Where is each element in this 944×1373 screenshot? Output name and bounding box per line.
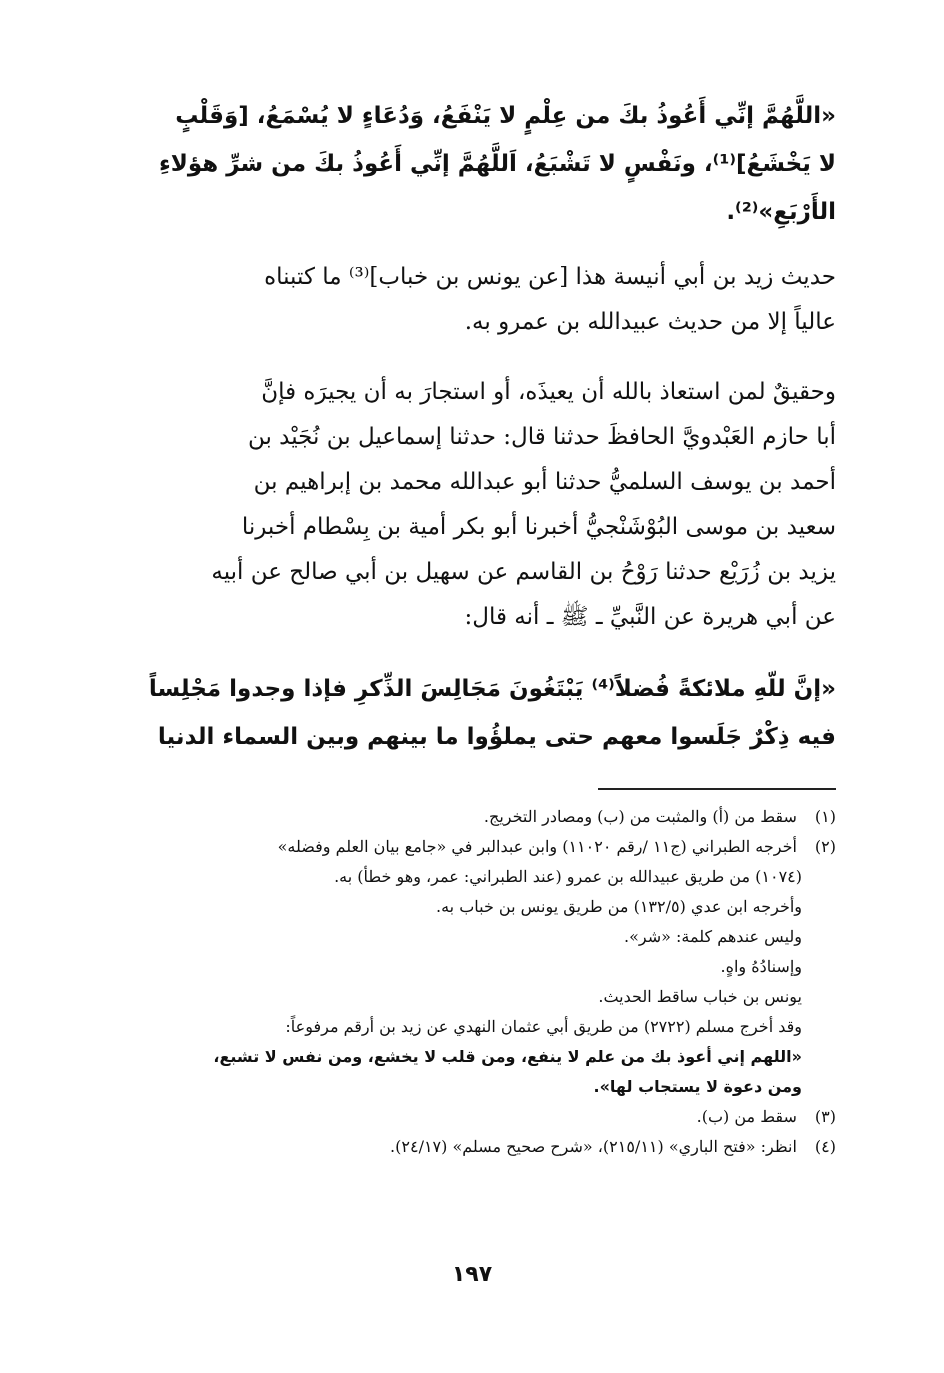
footnote-line: وأخرجه ابن عدي (١٣٢/٥) من طريق يونس بن خباب به. [435,897,802,916]
footnote-number: (٤) [814,1137,836,1156]
footnote-number: (١) [814,807,836,826]
footnote-number: (٢) [814,837,836,856]
footnote-3 [130,1102,836,1132]
footnote-line: يونس بن خباب ساقط الحديث. [598,987,802,1006]
paragraph-line: أحمد بن يوسف السلميُّ حدثنا أبو عبدالله محمد بن إبراهيم بن [253,469,836,495]
footnote-4 [130,1132,836,1162]
paragraph-line: وحقيقٌ لمن استعاذ بالله أن يعيذَه، أو استجارَ به أن يجيرَه فإنَّ [261,379,836,405]
paragraph-line: عن أبي هريرة عن النَّبيِّ ـ ﷺ ـ أنه قال: [464,604,836,630]
paragraph-line: حديث زيد بن أبي أنيسة هذا [عن يونس بن خباب]⁽³⁾ ما كتبناه [264,264,836,290]
paragraph-line: عالياً إلا من حديث عبيدالله بن عمرو به. [464,309,836,335]
footnote-2 [130,832,836,862]
hadith-line: الأَرْبَعِ»⁽²⁾. [726,199,836,225]
footnote-text: أخرجه الطبراني (ج١١ /رقم ١١٠٢٠) وابن عبدالبر في «جامع بيان العلم وفضله» [277,837,797,856]
footnote-line: (١٠٧٤) من طريق عبيدالله بن عمرو (عند الطبراني: عمر، وهو خطأ) به. [334,867,802,886]
footnote-number: (٣) [814,1107,836,1126]
footnote-line: وقد أخرج مسلم (٢٧٢٢) من طريق أبي عثمان النهدي عن زيد بن أرقم مرفوعاً: [285,1017,802,1036]
footnote-text: سقط من (ب). [696,1107,797,1126]
footnote-text: سقط من (أ) والمثبت من (ب) ومصادر التخريج. [483,807,797,826]
footnote-divider [598,788,836,790]
footnotes [130,802,836,1162]
hadith-quote-1 [138,92,836,236]
hadith-line: فيه ذِكْرٌ جَلَسوا معهم حتى يملؤُوا ما بينهم وبين السماء الدنيا [157,724,836,750]
paragraph-2 [132,370,836,640]
paragraph-line: سعيد بن موسى البُوْشَنْجيُّ أخبرنا أبو بكر أمية بن بِسْطام أخبرنا [241,514,836,540]
footnote-1 [130,802,836,832]
hadith-quote-2 [138,665,836,761]
paragraph-1 [132,255,836,345]
footnote-text: انظر: «فتح الباري» (٢١٥/١١)، «شرح صحيح مسلم» (٢٤/١٧). [390,1137,797,1156]
footnote-quote-line: ومن دعوة لا يستجاب لها». [593,1077,802,1096]
footnote-quote-line: «اللهم إني أعوذ بك من علم لا ينفع، ومن قلب لا يخشع، ومن نفس لا تشبع، [213,1047,802,1066]
hadith-line: «إنَّ للّهِ ملائكةً فُضلاً⁽⁴⁾ يَبْتَغُونَ مَجَالِسَ الذِّكرِ فإذا وجدوا مَجْلِساً [148,676,836,702]
hadith-line: لا يَخْشَعُ]⁽¹⁾، ونَفْسٍ لا تَشْبَعُ، اَللَّهُمَّ إنِّي أَعُوذُ بكَ من شرِّ هؤلاءِ [158,151,836,177]
hadith-line: «اللَّهُمَّ إنِّي أَعُوذُ بكَ من عِلْمٍ لا يَنْفَعُ، وَدُعَاءٍ لا يُسْمَعُ، [وَقَلْبٍ [175,103,836,129]
footnote-line: وإسنادُهُ واهٍ. [720,957,802,976]
page-number: ١٩٧ [451,1262,493,1287]
paragraph-line: أبا حازم العَبْدويَّ الحافظَ حدثنا قال: حدثنا إسماعيل بن نُجَيْد بن [247,424,836,450]
paragraph-line: يزيد بن زُرَيْع حدثنا رَوْحُ بن القاسم عن سهيل بن أبي صالح عن أبيه [211,559,836,585]
footnote-line: وليس عندهم كلمة: «شر». [624,927,802,946]
